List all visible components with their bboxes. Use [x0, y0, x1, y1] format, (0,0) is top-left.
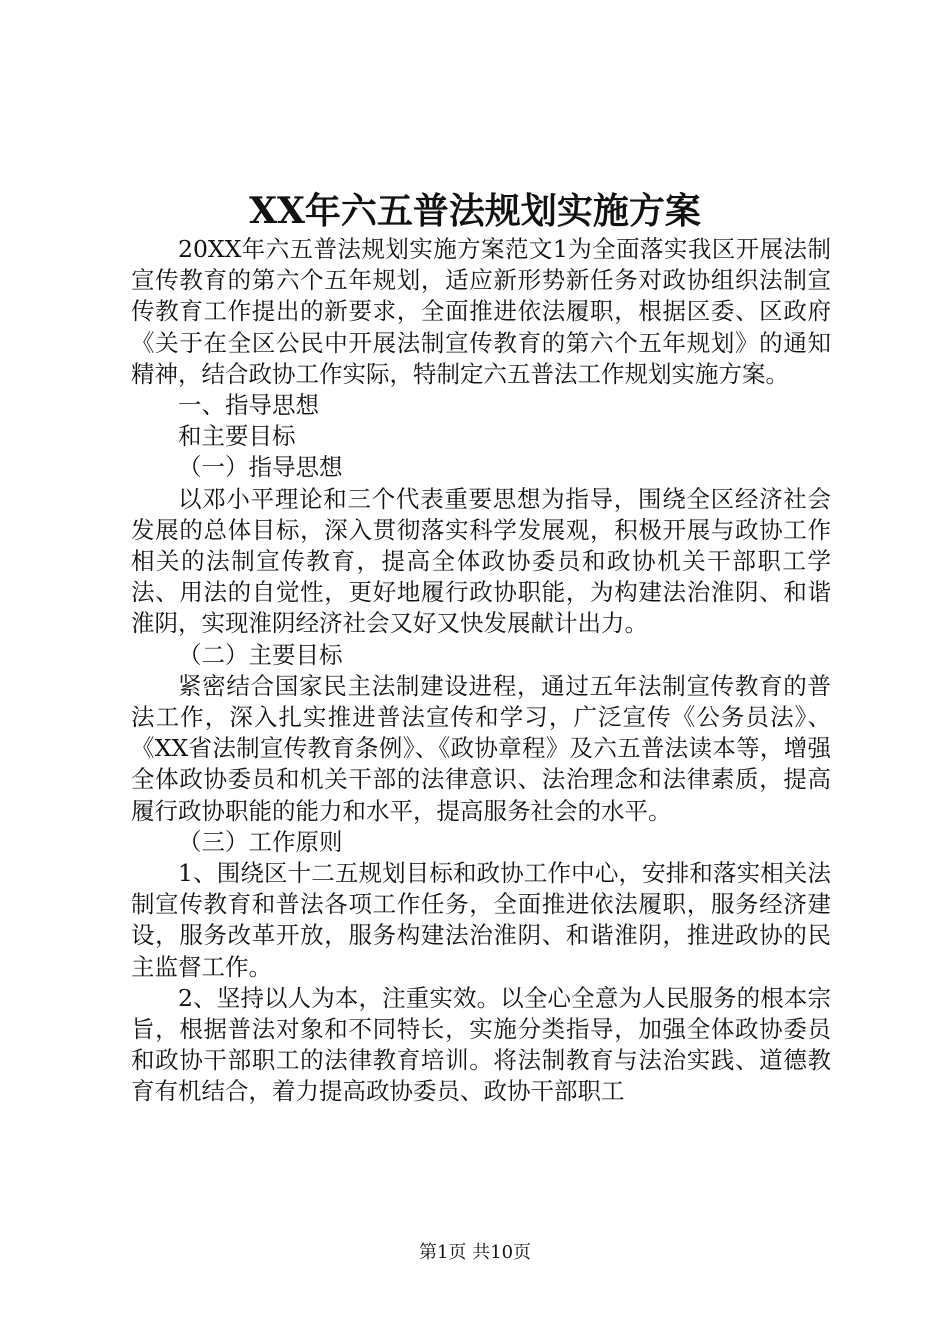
main-goal-paragraph: 紧密结合国家民主法制建设进程，通过五年法制宣传教育的普法工作，深入扎实推进普法宣传和学习，广泛宣传《公务员法》、《XX省法制宣传教育条例》、《政协章程》及六五普法读本等，增强全体政协委员和机关干部的法律意识、法治理念和法律素质，提高履行政协职能的能力和水平，提高服务社会的水平。 — [131, 671, 831, 825]
subsection-heading-2: （二）主要目标 — [178, 640, 343, 669]
principle-1-paragraph: 1、围绕区十二五规划目标和政协工作中心，安排和落实相关法制宣传教育和普法各项工作任务，全面推进依法履职，服务经济建设，服务改革开放，服务构建法治淮阴、和谐淮阴，推进政协的民主监督工作。 — [131, 859, 831, 981]
guiding-thought-paragraph: 以邓小平理论和三个代表重要思想为指导，围绕全区经济社会发展的总体目标，深入贯彻落实科学发展观，积极开展与政协工作相关的法制宣传教育，提高全体政协委员和政协机关干部职工学法、用法的自觉性，更好地履行政协职能，为构建法治淮阴、和谐淮阴，实现淮阴经济社会又好又快发展献计出力。 — [131, 484, 831, 638]
subsection-heading-1: （一）指导思想 — [178, 453, 343, 482]
intro-paragraph: 20XX年六五普法规划实施方案范文1为全面落实我区开展法制宣传教育的第六个五年规划，适应新形势新任务对政协组织法制宣传教育工作提出的新要求，全面推进依法履职，根据区委、区政府《关于在全区公民中开展法制宣传教育的第六个五年规划》的通知精神，结合政协工作实际，特制定六五普法工作规划实施方案。 — [131, 235, 831, 388]
section-heading-1-cont: 和主要目标 — [178, 422, 296, 451]
subsection-heading-3: （三）工作原则 — [178, 827, 343, 856]
principle-2-paragraph: 2、坚持以人为本，注重实效。以全心全意为人民服务的根本宗旨，根据普法对象和不同特长，实施分类指导，加强全体政协委员和政协干部职工的法律教育培训。将法制教育与法治实践、道德教育有机结合，着力提高政协委员、政协干部职工 — [131, 983, 831, 1106]
section-heading-1: 一、指导思想 — [178, 391, 319, 420]
document-body — [131, 234, 831, 1108]
page-footer: 第1页 共10页 — [418, 1242, 532, 1263]
document-title: XX年六五普法规划实施方案 — [249, 190, 701, 232]
